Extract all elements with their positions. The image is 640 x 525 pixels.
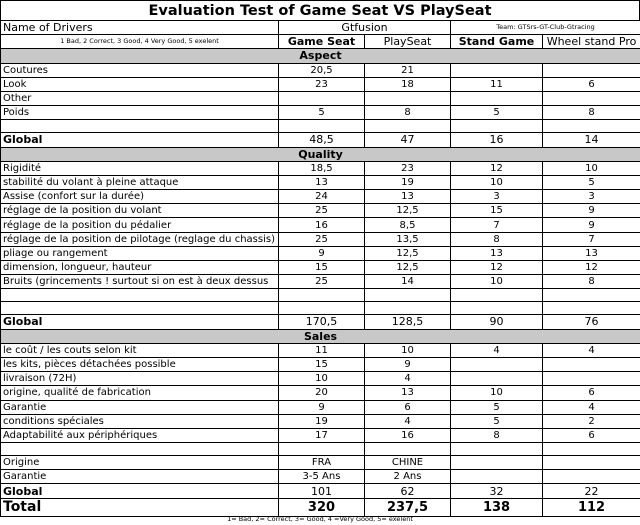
blank-cell <box>365 443 451 456</box>
cell-game-seat: 24 <box>279 190 365 204</box>
cell-stand-game <box>451 357 543 371</box>
cell-playseat: 10 <box>365 343 451 357</box>
cell-stand-game: 16 <box>451 133 543 147</box>
blank-cell <box>365 289 451 302</box>
cell-game-seat: 23 <box>279 77 365 91</box>
name-of-drivers-label: Name of Drivers <box>1 21 279 35</box>
cell-wheel-stand-pro: 8 <box>543 275 640 289</box>
blank-cell <box>543 289 640 302</box>
aspect-row <box>1 106 640 120</box>
cell-stand-game: 12 <box>451 261 543 275</box>
cell-game-seat: 19 <box>279 414 365 428</box>
aspect-row <box>1 91 640 105</box>
row-label: Rigidité <box>1 161 279 175</box>
blank-cell <box>1 289 279 302</box>
sales-row <box>1 386 640 400</box>
row-label: Adaptabilité aux périphériques <box>1 428 279 442</box>
cell-wheel-stand-pro <box>543 456 640 470</box>
cell-stand-game: 7 <box>451 218 543 232</box>
row-label: Assise (confort sur la durée) <box>1 190 279 204</box>
cell-wheel-stand-pro: 6 <box>543 428 640 442</box>
cell-wheel-stand-pro: 8 <box>543 106 640 120</box>
column-header-game-seat: Game Seat <box>279 35 365 49</box>
row-label: conditions spéciales <box>1 414 279 428</box>
cell-stand-game: 5 <box>451 400 543 414</box>
sales-row <box>1 343 640 357</box>
quality-section-header <box>1 147 640 161</box>
quality-global-row <box>1 315 640 329</box>
cell-stand-game: 8 <box>451 232 543 246</box>
cell-wheel-stand-pro: 12 <box>543 261 640 275</box>
column-header-row <box>1 35 640 49</box>
row-label: Total <box>1 498 279 516</box>
row-label: Global <box>1 133 279 147</box>
cell-game-seat: 170,5 <box>279 315 365 329</box>
cell-game-seat: 11 <box>279 343 365 357</box>
cell-playseat: 6 <box>365 400 451 414</box>
row-label: le coût / les couts selon kit <box>1 343 279 357</box>
cell-wheel-stand-pro: 6 <box>543 77 640 91</box>
cell-playseat: 19 <box>365 175 451 189</box>
cell-wheel-stand-pro: 4 <box>543 343 640 357</box>
cell-game-seat: 17 <box>279 428 365 442</box>
cell-game-seat: 25 <box>279 275 365 289</box>
cell-playseat: 237,5 <box>365 498 451 516</box>
cell-playseat: 8,5 <box>365 218 451 232</box>
sales-row <box>1 428 640 442</box>
cell-playseat: 13,5 <box>365 232 451 246</box>
sheet-title: Evaluation Test of Game Seat VS PlaySeat <box>0 0 640 21</box>
row-label: Global <box>1 484 279 498</box>
blank-cell <box>543 443 640 456</box>
cell-playseat: 13 <box>365 190 451 204</box>
cell-stand-game <box>451 63 543 77</box>
cell-game-seat: 16 <box>279 218 365 232</box>
blank-cell <box>279 302 365 315</box>
cell-playseat <box>365 91 451 105</box>
cell-game-seat: 25 <box>279 204 365 218</box>
scale-note: 1 Bad, 2 Correct, 3 Good, 4 Very Good, 5 exelent <box>1 35 279 49</box>
quality-row <box>1 175 640 189</box>
row-label: Coutures <box>1 63 279 77</box>
drivers-name: Gtfusion <box>279 21 451 35</box>
cell-stand-game: 10 <box>451 275 543 289</box>
aspect-section-title: Aspect <box>1 49 640 63</box>
cell-wheel-stand-pro: 10 <box>543 161 640 175</box>
cell-stand-game <box>451 372 543 386</box>
cell-playseat: 9 <box>365 357 451 371</box>
cell-game-seat: FRA <box>279 456 365 470</box>
blank-cell <box>1 302 279 315</box>
cell-playseat: 23 <box>365 161 451 175</box>
cell-stand-game: 5 <box>451 414 543 428</box>
blank-cell <box>451 120 543 133</box>
info-row <box>1 470 640 484</box>
blank-row <box>1 289 640 302</box>
cell-game-seat: 25 <box>279 232 365 246</box>
quality-row <box>1 246 640 260</box>
cell-playseat: 12,5 <box>365 204 451 218</box>
blank-cell <box>1 120 279 133</box>
row-label: réglage de la position du pédalier <box>1 218 279 232</box>
sales-row <box>1 372 640 386</box>
row-label: origine, qualité de fabrication <box>1 386 279 400</box>
cell-game-seat: 13 <box>279 175 365 189</box>
cell-game-seat: 320 <box>279 498 365 516</box>
cell-stand-game: 10 <box>451 175 543 189</box>
blank-row <box>1 120 640 133</box>
cell-wheel-stand-pro: 4 <box>543 400 640 414</box>
quality-row <box>1 232 640 246</box>
cell-stand-game: 11 <box>451 77 543 91</box>
aspect-row <box>1 63 640 77</box>
sales-section-header <box>1 329 640 343</box>
quality-row <box>1 190 640 204</box>
cell-stand-game: 4 <box>451 343 543 357</box>
cell-playseat: 4 <box>365 414 451 428</box>
cell-game-seat: 9 <box>279 246 365 260</box>
cell-stand-game: 15 <box>451 204 543 218</box>
blank-cell <box>279 443 365 456</box>
blank-cell <box>451 289 543 302</box>
drivers-row <box>1 21 640 35</box>
cell-game-seat: 18,5 <box>279 161 365 175</box>
cell-game-seat: 20 <box>279 386 365 400</box>
row-label: pliage ou rangement <box>1 246 279 260</box>
blank-cell <box>543 302 640 315</box>
row-label: Global <box>1 315 279 329</box>
quality-row <box>1 161 640 175</box>
blank-cell <box>451 302 543 315</box>
row-label: Poids <box>1 106 279 120</box>
cell-game-seat: 48,5 <box>279 133 365 147</box>
blank-cell <box>279 120 365 133</box>
cell-stand-game: 5 <box>451 106 543 120</box>
cell-wheel-stand-pro: 22 <box>543 484 640 498</box>
blank-row <box>1 443 640 456</box>
cell-playseat: 14 <box>365 275 451 289</box>
cell-game-seat: 5 <box>279 106 365 120</box>
row-label: livraison (72H) <box>1 372 279 386</box>
blank-cell <box>365 302 451 315</box>
blank-cell <box>451 443 543 456</box>
row-label: les kits, pièces détachées possible <box>1 357 279 371</box>
blank-row <box>1 302 640 315</box>
column-header-wheel-stand-pro: Wheel stand Pro <box>543 35 640 49</box>
aspect-global-row <box>1 133 640 147</box>
row-label: Bruits (grincements ! surtout si on est à deux dessus <box>1 275 279 289</box>
cell-wheel-stand-pro: 5 <box>543 175 640 189</box>
info-row <box>1 456 640 470</box>
quality-section-title: Quality <box>1 147 640 161</box>
cell-wheel-stand-pro: 112 <box>543 498 640 516</box>
cell-game-seat: 20,5 <box>279 63 365 77</box>
blank-cell <box>279 289 365 302</box>
cell-playseat: 12,5 <box>365 261 451 275</box>
row-label: Other <box>1 91 279 105</box>
quality-row <box>1 218 640 232</box>
cell-stand-game: 3 <box>451 190 543 204</box>
cell-playseat: 2 Ans <box>365 470 451 484</box>
evaluation-table <box>0 20 640 517</box>
row-label: dimension, longueur, hauteur <box>1 261 279 275</box>
cell-game-seat: 9 <box>279 400 365 414</box>
quality-row <box>1 261 640 275</box>
row-label: stabilité du volant à pleine attaque <box>1 175 279 189</box>
cell-playseat: 18 <box>365 77 451 91</box>
row-label: Garantie <box>1 470 279 484</box>
footnote: 1= Bad, 2= Correct, 3= Good, 4 =Very Good, 5= exelent <box>227 515 413 523</box>
cell-wheel-stand-pro: 9 <box>543 218 640 232</box>
blank-cell <box>1 443 279 456</box>
cell-wheel-stand-pro: 9 <box>543 204 640 218</box>
cell-wheel-stand-pro: 6 <box>543 386 640 400</box>
cell-stand-game: 8 <box>451 428 543 442</box>
cell-stand-game <box>451 470 543 484</box>
cell-stand-game: 12 <box>451 161 543 175</box>
cell-stand-game <box>451 91 543 105</box>
cell-playseat: 21 <box>365 63 451 77</box>
cell-game-seat: 3-5 Ans <box>279 470 365 484</box>
sales-global-row <box>1 484 640 498</box>
row-label: Origine <box>1 456 279 470</box>
cell-playseat: 8 <box>365 106 451 120</box>
cell-game-seat: 15 <box>279 261 365 275</box>
sales-row <box>1 414 640 428</box>
team-name: Team: GTSrs-GT-Club-Gtracing <box>451 21 640 35</box>
cell-stand-game <box>451 456 543 470</box>
aspect-section-header <box>1 49 640 63</box>
cell-stand-game: 10 <box>451 386 543 400</box>
cell-playseat: 62 <box>365 484 451 498</box>
row-label: Garantie <box>1 400 279 414</box>
cell-playseat: 16 <box>365 428 451 442</box>
cell-wheel-stand-pro: 76 <box>543 315 640 329</box>
cell-wheel-stand-pro: 7 <box>543 232 640 246</box>
aspect-row <box>1 77 640 91</box>
cell-wheel-stand-pro <box>543 372 640 386</box>
column-header-playseat: PlaySeat <box>365 35 451 49</box>
cell-stand-game: 13 <box>451 246 543 260</box>
cell-wheel-stand-pro: 14 <box>543 133 640 147</box>
cell-playseat: 4 <box>365 372 451 386</box>
row-label: réglage de la position du volant <box>1 204 279 218</box>
cell-wheel-stand-pro <box>543 470 640 484</box>
column-header-stand-game: Stand Game <box>451 35 543 49</box>
sales-section-title: Sales <box>1 329 640 343</box>
quality-row <box>1 275 640 289</box>
cell-playseat: CHINE <box>365 456 451 470</box>
cell-playseat: 12,5 <box>365 246 451 260</box>
sales-row <box>1 400 640 414</box>
cell-stand-game: 90 <box>451 315 543 329</box>
cell-wheel-stand-pro: 2 <box>543 414 640 428</box>
cell-stand-game: 32 <box>451 484 543 498</box>
cell-playseat: 47 <box>365 133 451 147</box>
cell-wheel-stand-pro <box>543 91 640 105</box>
cell-game-seat: 15 <box>279 357 365 371</box>
row-label: réglage de la position de pilotage (reglage du chassis) <box>1 232 279 246</box>
blank-cell <box>365 120 451 133</box>
cell-playseat: 128,5 <box>365 315 451 329</box>
cell-game-seat: 10 <box>279 372 365 386</box>
cell-wheel-stand-pro: 13 <box>543 246 640 260</box>
sales-row <box>1 357 640 371</box>
cell-playseat: 13 <box>365 386 451 400</box>
row-label: Look <box>1 77 279 91</box>
blank-cell <box>543 120 640 133</box>
cell-wheel-stand-pro <box>543 357 640 371</box>
cell-wheel-stand-pro <box>543 63 640 77</box>
cell-stand-game: 138 <box>451 498 543 516</box>
cell-game-seat: 101 <box>279 484 365 498</box>
quality-row <box>1 204 640 218</box>
cell-wheel-stand-pro: 3 <box>543 190 640 204</box>
cell-game-seat <box>279 91 365 105</box>
